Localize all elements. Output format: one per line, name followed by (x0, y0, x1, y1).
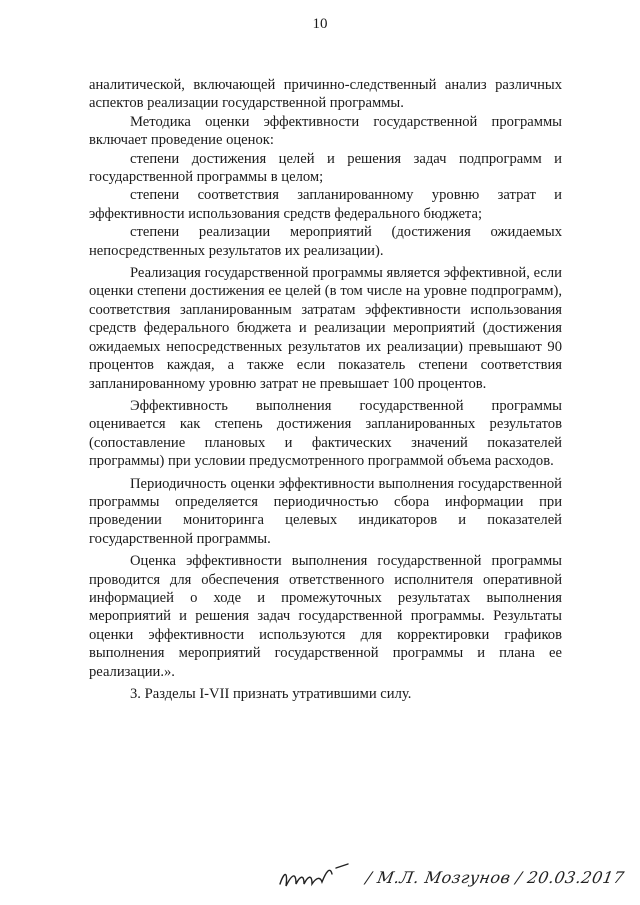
signature-scribble (270, 858, 370, 898)
paragraph-list-item-measures: степени реализации мероприятий (достижения ожидаемых непосредственных результатов их реализации). (89, 224, 562, 259)
document-body (89, 76, 562, 703)
paragraph-effective-criteria: Реализация государственной программы является эффективной, если оценки степени достижения ее целей (в том числе на уровне подпрограмм), соответствия запланированным затратам эффективности использования средств федерального бюджета и реализации мероприятий (достижения ожидаемых непосредственных результатов их реализации) превышают 90 процентов каждая, а также если показатель степени соответствия запланированному уровню затрат не превышает 100 процентов. (89, 265, 562, 392)
paragraph-effectiveness-definition: Эффективность выполнения государственной программы оценивается как степень достижения запланированных результатов (сопоставление плановых и фактических значений показателей программы) при условии предусмотренного программой объема расходов. (89, 397, 562, 470)
page-number: 10 (312, 16, 328, 32)
handwritten-signature (270, 858, 630, 898)
paragraph-list-item-costs: степени соответствия запланированному уровню затрат и эффективности использования средств федерального бюджета; (89, 187, 562, 222)
paragraph-methodology: Методика оценки эффективности государственной программы включает проведение оценок: (89, 113, 562, 149)
signature-handwritten-text: / М.Л. Мозгунов / 20.03.2017 (364, 868, 626, 887)
paragraph-sections-void: 3. Разделы I-VII признать утратившими силу. (130, 686, 412, 702)
paragraph-list-item-goals: степени достижения целей и решения задач подпрограмм и государственной программы в целом; (89, 150, 562, 186)
paragraph-continuation: аналитической, включающей причинно-следственный анализ различных аспектов реализации государственной программы. (89, 77, 562, 112)
paragraph-evaluation-purpose: Оценка эффективности выполнения государственной программы проводится для обеспечения ответственного исполнителя оперативной информацией о ходе и промежуточных результатах выполнения мероприятий и решения задач государственной программы. Результаты оценки эффективности используются для корректировки графиков выполнения мероприятий государственной программы и плана ее реализации.». (89, 553, 562, 680)
paragraph-periodicity: Периодичность оценки эффективности выполнения государственной программы определяется периодичностью сбора информации при проведении мониторинга целевых индикаторов и показателей государственной программы. (89, 475, 562, 547)
